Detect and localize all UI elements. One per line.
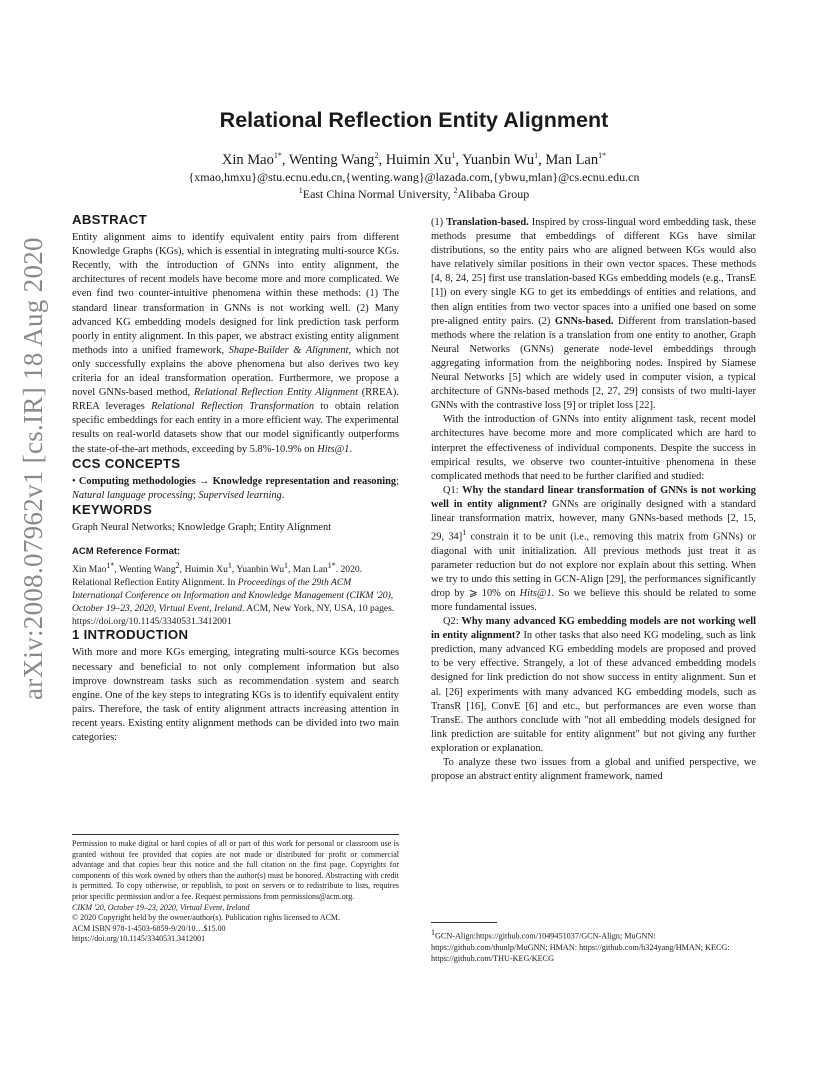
- keywords-text: Graph Neural Networks; Knowledge Graph; Entity Alignment: [72, 521, 332, 533]
- footnote: $^1$GCN-Align:https://github.com/1049451037/GCN-Align; MuGNN: https://github.com/thunlp/MuGNN; HMAN: https://github.com/h324yang/HMAN; KECG: https://github.com/THU-KEG/KECG: [431, 922, 756, 965]
- conference-line: CIKM '20, October 19–23, 2020, Virtual Event, Ireland: [72, 902, 250, 912]
- introduction-paragraph: With more and more KGs emerging, integrating multi-source KGs becomes necessary and beneficial to not only complement information but also improve downstream tasks such as recommendation system and search engine. One of the key steps to integrating KGs is to identify equivalent entity pairs. Therefore, the task of entity alignment attracts increasing attention in recent years. Existing entity alignment methods can be divided into two main categories:: [72, 647, 399, 743]
- affiliations: $^1$East China Normal University, $^2$Alibaba Group: [298, 186, 530, 201]
- author-name: Xin Mao: [221, 151, 274, 168]
- author-emails: {xmao,hmxu}@stu.ecnu.edu.cn,{wenting.wang}@lazada.com,{ybwu,mlan}@cs.ecnu.edu.cn: [188, 170, 640, 184]
- abstract-heading: ABSTRACT: [72, 212, 147, 227]
- framework-paragraph: To analyze these two issues from a global and unified perspective, we propose an abstract entity alignment framework, named: [431, 757, 756, 783]
- author-name: Yuanbin Wu: [462, 151, 535, 168]
- isbn-line: ACM ISBN 978-1-4503-6859-9/20/10…$15.00: [72, 923, 226, 933]
- question-2-paragraph: Q2: Why many advanced KG embedding models are not working well in entity alignment? In other tasks that also need KG modeling, such as link prediction, many advanced KG embedding models are proposed and proved to be very effective. Strangely, a lot of these advanced embedding models designed for link prediction do not show success in entity alignment. Sun et al. [26] experiments with many advanced KG embedding models, such as TransR [16], ConvE [6] and etc., but performances are even worse than TransE. The authors conclude with "not all embedding models designed for link prediction are suitable for entity alignment" but not giving any further exploration or explanation.: [431, 616, 757, 754]
- divider: [72, 834, 399, 835]
- keywords-heading: KEYWORDS: [72, 501, 153, 517]
- author-name: Man Lan: [545, 151, 599, 168]
- categories-paragraph: (1) Translation-based. Inspired by cross-lingual word embedding task, these methods presume that embeddings of different KGs have similar distributions, so the entity pairs who are aligned between KGs would also have relatively similar positions in their own vector spaces. These methods [4, 8, 24, 25] first use translation-based KGs embedding models (e.g., TransE [1]) on every single KG to get its embeddings of entities and relations, and then align entities from two vector spaces into a unified one based on some pre-aligned entity pairs. (2) GNNs-based. Different from translation-based methods where the relation is a translation from one entity to another, Graph Neural Networks (GNNs) generate node-level embeddings through aggregating information from the neighboring nodes. Inspired by Siamese Neural Networks [5] which are widely used in computer vision, a typical architecture of GNNs-based methods [2, 27, 29] consists of two multi-layer GNNs with the contrastive loss [9] or triplet loss [22].: [431, 217, 757, 412]
- author-name: Huimin Xu: [385, 151, 452, 168]
- ccs-concepts: • Computing methodologies → Knowledge representation and reasoning; Natural language processing; Supervised learning.: [72, 475, 399, 501]
- arxiv-watermark: arXiv:2008.07962v1 [cs.IR] 18 Aug 2020: [18, 237, 48, 700]
- permission-text: Permission to make digital or hard copies of all or part of this work for personal or classroom use is granted without fee provided that copies are not made or distributed for profit or commercial advantage and that copies bear this notice and the full citation on the first page. Copyrights for components of this work owned by others than the author(s) must be honored. Abstracting with credit is permitted. To copy otherwise, or republish, to post on servers or to redistribute to lists, requires prior specific permission and/or a fee. Request permissions from permissions@acm.org.: [72, 839, 399, 901]
- author-list: Xin Mao$^{1*}$, Wenting Wang$^2$, Huimin Xu$^1$, Yuanbin Wu$^1$, Man Lan$^{1*}$: [221, 151, 607, 168]
- author-name: Wenting Wang: [288, 151, 375, 168]
- copyright-line: © 2020 Copyright held by the owner/author(s). Publication rights licensed to ACM.: [72, 913, 341, 923]
- permission-notice: [72, 834, 399, 945]
- left-column: [72, 213, 399, 745]
- footnote-divider: [431, 922, 497, 923]
- footnote-text: GCN-Align:https://github.com/1049451037/GCN-Align; MuGNN: https://github.com/thunlp/MuGNN; HMAN: https://github.com/h324yang/HMAN; KECG: https://github.com/THU-KEG/KECG: [431, 931, 730, 964]
- question-1-paragraph: Q1: Why the standard linear transformation of GNNs is not working well in entity alignment? GNNs are originally designed with a standard linear transformation matrix, however, many GNNs-based methods [2, 15, 29, 34]$^1$ constrain it to be unit (i.e., removing this matrix from GNNs) or diagonal with unit initialization. All previous methods just treat it as parameter reduction but do not explore nor explain about this setting. When we try to undo this setting in GCN-Align [29], the performances significantly drop by ⩾ 10% on Hits@1. So we believe this should be related to some more fundamental issues.: [431, 484, 757, 613]
- paper-title: Relational Reflection Entity Alignment: [219, 108, 609, 132]
- right-column: [431, 216, 756, 784]
- introduction-heading: 1 INTRODUCTION: [72, 627, 189, 643]
- abstract-text: Entity alignment aims to identify equivalent entity pairs from different Knowledge Graphs (KGs), which is essential in integrating multi-source KGs. Recently, with the introduction of GNNs into entity alignment, the architectures of recent models have become more and more complicated. We even find two counter-intuitive phenomena within these methods: (1) The standard linear transformation in GNNs is not working well. (2) Many advanced KG embedding models designed for link prediction task perform poorly in entity alignment. In this paper, we abstract existing entity alignment methods into a unified framework, Shape-Builder & Alignment, which not only successfully explains the above phenomena but also derives two key criteria for an ideal transformation operation. Furthermore, we propose a novel GNNs-based method, Relational Reflection Entity Alignment (RREA). RREA leverages Relational Reflection Transformation to obtain relation specific embeddings for each entity in a more efficient way. The experimental results on real-world datasets show that our model significantly outperforms the state-of-the-art methods, exceeding by 5.8%-10.9% on Hits@1.: [72, 232, 399, 455]
- ccs-heading: CCS CONCEPTS: [72, 455, 181, 471]
- complexity-paragraph: With the introduction of GNNs into entity alignment task, recent model architectures have become more and more complicated which are hard to interpret the effectiveness of individual components. Despite the success in empirical results, we observe two counter-intuitive phenomena in these complicated methods that need to be further clarified and studied:: [431, 414, 756, 482]
- acm-reference-heading: ACM Reference Format:: [72, 546, 181, 558]
- acm-reference-text: Xin Mao$^{1*}$, Wenting Wang$^2$, Huimin Xu$^1$, Yuanbin Wu$^1$, Man Lan$^{1*}$. 2020. Relational Reflection Entity Alignment. In Proceedings of the 29th ACM International Conference on Information and Knowledge Management (CIKM '20), October 19–23, 2020, Virtual Event, Ireland. ACM, New York, NY, USA, 10 pages. https://doi.org/10.1145/3340531.3412001: [72, 561, 395, 628]
- doi-line: https://doi.org/10.1145/3340531.3412001: [72, 934, 206, 944]
